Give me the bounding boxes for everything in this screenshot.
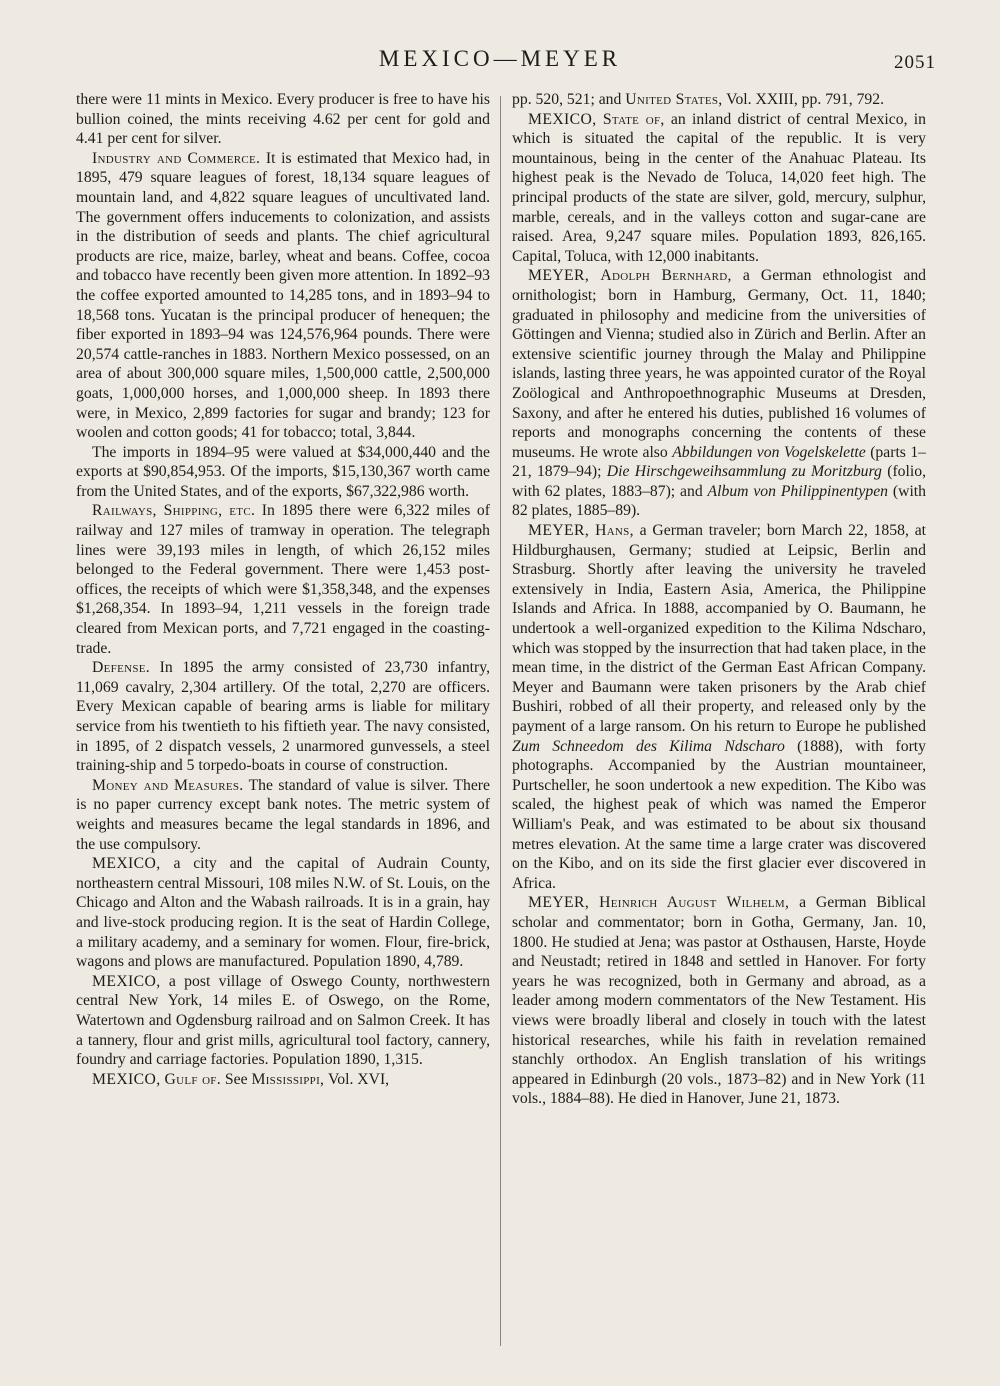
entry-meyer-hans bbox=[512, 521, 926, 893]
right-column bbox=[512, 90, 926, 1109]
entry-text: a German ethnologist and ornithologist; born in Hamburg, Germany, Oct. 11, 1840; graduated in philosophy and medicine from the universities of Göttingen and Vienna; studied also in Zürich and Berlin. After an extensive scientific journey through the Malay and Philippine islands, lasting three years, he was appointed curator of the Royal Zoölogical and Anthropoethnographic Museums at Dresden, Saxony, and after he entered his duties, published 16 volumes of reports and monographs concerning the contents of these museums. He wrote also bbox=[512, 267, 927, 461]
entry-subheading: Heinrich August Wilhelm, bbox=[599, 894, 790, 912]
entry-mexico-new-york bbox=[76, 972, 490, 1070]
continuation-text: Vol. XXIII, pp. 791, 792. bbox=[726, 91, 885, 108]
volume-text: Vol. XVI, bbox=[327, 1070, 390, 1088]
entry-mexico-gulf bbox=[76, 1070, 490, 1090]
page-number: 2051 bbox=[894, 52, 936, 73]
entry-headword: MEXICO, bbox=[92, 855, 161, 873]
running-head: MEXICO—MEYER bbox=[378, 46, 622, 71]
entry-headword: MEYER, bbox=[528, 894, 590, 912]
work-title: Album von Philippinentypen bbox=[707, 482, 889, 500]
paragraph-text: In 1895 the army consisted of 23,730 infantry, 11,069 cavalry, 2,304 artillery. Of the total, 2,270 are officers. Every Mexican capable of bearing arms is liable for military service from his twentieth to his fiftieth year. The navy consisted, in 1895, of 2 dispatch vessels, 2 unarmored gunvessels, a steel training-ship and 5 torpedo-boats in course of construction. bbox=[76, 659, 490, 775]
cross-reference: Mississippi, bbox=[251, 1070, 325, 1088]
entry-text: a German Biblical scholar and commentator; born in Gotha, Germany, Jan. 10, 1800. He studied at Jena; was pastor at Osthausen, Harste, Hoyde and Neustadt; retired in 1848 and settled in Hanover. For forty years he was recognized, both in Germany and abroad, as a leader among modern commentators of the New Testament. His views were broadly liberal and closely in touch with the latest historical researches, while his faith in revelation remained stanchly orthodox. An English translation of his writings appeared in Edinburgh (20 vols., 1873–82) and in New York (11 vols., 1884–88). He died in Hanover, June 21, 1873. bbox=[512, 894, 926, 1108]
entry-subheading: State of, bbox=[602, 110, 665, 128]
entry-headword: MEYER, bbox=[528, 267, 590, 285]
entry-subheading: Hans, bbox=[595, 522, 634, 540]
column-divider bbox=[500, 96, 501, 1346]
entry-meyer-adolph bbox=[512, 266, 926, 521]
work-title: Abbildungen von Vogelskelette bbox=[672, 443, 866, 461]
entry-text: a German traveler; born March 22, 1858, at Hildburghausen, Germany; studied at Leipsic, Berlin and Strasburg. Shortly after leaving the university he traveled extensively in India, Eastern Asia, America, the Philippine Islands and Africa. In 1888, accompanied by O. Baumann, he undertook a well-organized expedition to the Kilima Ndscharo, which was stopped by the insurrection that had taken place, in the mean time, in the district of the German East African Company. Meyer and Baumann were taken prisoners by the Arab chief Bushiri, robbed of all their property, and released only by the payment of a large ransom. On his return to Europe he published bbox=[512, 522, 927, 735]
defense-paragraph bbox=[76, 658, 490, 776]
paragraph-text: The standard of value is silver. There is no paper currency except bank notes. The metric system of weights and measures became the legal standards in 1896, and the use compulsory. bbox=[76, 776, 490, 853]
work-title: Die Hirschgeweihsammlung zu Moritzburg bbox=[606, 463, 882, 481]
left-column bbox=[76, 90, 490, 1089]
entry-text: a post village of Oswego County, northwestern central New York, 14 miles E. of Oswego, on the Rome, Watertown and Ogdensburg railroad and on Salmon Creek. It has a tannery, flour and grist mills, agricultural tool factory, cannery, foundry and carriage factories. Population 1890, 1,315. bbox=[76, 972, 490, 1069]
entry-meyer-heinrich bbox=[512, 893, 926, 1109]
entry-mexico-state bbox=[512, 110, 926, 267]
section-heading: Railways, Shipping, etc. bbox=[92, 502, 256, 520]
section-heading: Defense. bbox=[92, 659, 150, 677]
entry-text: (with 82 plates, 1885–89). bbox=[512, 482, 927, 520]
railways-paragraph bbox=[76, 501, 490, 658]
gulf-continuation bbox=[512, 90, 926, 110]
paragraph-text: In 1895 there were 6,322 miles of railway and 127 miles of tramway in operation. The telegraph lines were 39,193 miles in length, of which 26,152 miles belonged to the Federal government. There were 1,453 post-offices, the receipts of which were $1,358,348, and the expenses $1,268,354. In 1893–94, 1,211 vessels in the foreign trade cleared from Mexican ports, and 7,721 engaged in the coasting-trade. bbox=[76, 502, 490, 657]
entry-subheading: Adolph Bernhard, bbox=[600, 267, 732, 285]
section-heading: Industry and Commerce. bbox=[92, 149, 261, 167]
entry-text: an inland district of central Mexico, in which is situated the capital of the republic. It is very mountainous, being in the center of the Anahuac Plateau. Its highest peak is the Nevado de Toluca, 14,020 feet high. The principal products of the state are silver, gold, mercury, sulphur, marble, cereals, and in the valleys cotton and sugar-cane are raised. Area, 9,247 square miles. Population 1893, 826,165. Capital, Toluca, with 12,000 inabitants. bbox=[512, 110, 927, 265]
work-title: Zum Schneedom des Kilima Ndscharo bbox=[512, 737, 785, 755]
entry-headword: MEXICO, bbox=[528, 110, 597, 128]
money-paragraph bbox=[76, 776, 490, 854]
entry-headword: MEXICO, bbox=[92, 972, 161, 990]
paragraph-text: It is estimated that Mexico had, in 1895, 479 square leagues of forest, 18,134 square leagues of mountain land, and 4,822 square leagues of uncultivated land. The government offers inducements to colonization, and assists in the distribution of seeds and plants. The chief agricultural products are rice, maize, barley, wheat and beans. Coffee, cocoa and tobacco have recently been given more attention. In 1892–93 the coffee exported amounted to 14,285 tons, and in 1893–94 to 18,568 tons. Yucatan is the principal producer of henequen; the fiber exported in 1893–94 was 124,576,964 pounds. There were 20,574 cattle-ranches in 1883. Northern Mexico possessed, on an area of about 300,000 square miles, 1,500,000 cattle, 2,500,000 goats, 1,000,000 horses, and 1,000,000 sheep. In 1893 there were, in Mexico, 2,899 factories for sugar and brandy; 123 for woolen and cotton goods; 41 for tobacco; total, 3,844. bbox=[76, 149, 490, 442]
section-heading: Money and Measures. bbox=[92, 776, 244, 794]
entry-text: (folio, with 62 plates, 1883–87); and bbox=[512, 463, 926, 500]
entry-text: a city and the capital of Audrain County, northeastern central Missouri, 108 miles N.W. of St. Louis, on the Chicago and Alton and the Wabash railroads. It is in a grain, hay and live-stock producing region. It is the seat of Hardin College, a military academy, and a seminary for women. Flour, fire-brick, wagons and plows are manufactured. Population 1890, 4,789. bbox=[76, 855, 490, 971]
entry-mexico-missouri bbox=[76, 854, 490, 972]
mints-paragraph: there were 11 mints in Mexico. Every producer is free to have his bullion coined, the mints receiving 4.62 per cent for gold and 4.41 per cent for silver. bbox=[76, 91, 490, 148]
continuation-text: pp. 520, 521; and bbox=[512, 91, 622, 108]
imports-paragraph: The imports in 1894–95 were valued at $34,000,440 and the exports at $90,854,953. Of the imports, $15,130,367 worth came from the United States, and of the exports, $67,322,986 worth. bbox=[76, 443, 490, 500]
entry-text: (1888), with forty photographs. Accompanied by the Austrian mountaineer, Purtscheller, he soon undertook a new expedition. The Kibo was scaled, the highest peak of which was named the Emperor William's Peak, and was estimated to be about six thousand metres elevation. At the same time a large crater was discovered on the Kibo, and on its side the first glacier ever discovered in Africa. bbox=[512, 737, 926, 892]
entry-subheading: Gulf of. bbox=[164, 1070, 221, 1088]
entry-headword: MEYER, bbox=[528, 522, 590, 540]
cross-reference: United States, bbox=[625, 91, 723, 108]
entry-headword: MEXICO, bbox=[92, 1070, 161, 1088]
industry-paragraph bbox=[76, 149, 490, 443]
entry-text: (parts 1–21, 1879–94); bbox=[512, 443, 927, 481]
see-text: See bbox=[224, 1070, 248, 1088]
